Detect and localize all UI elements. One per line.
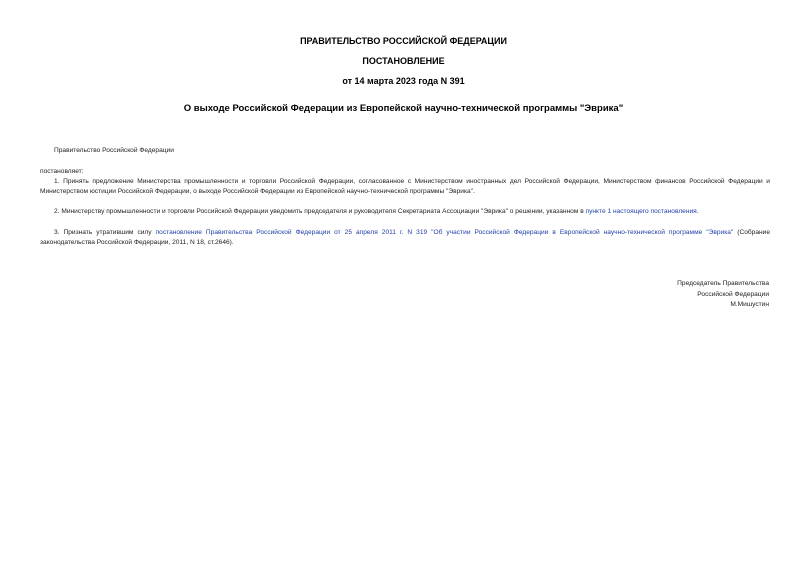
document-title: О выходе Российской Федерации из Европейской научно-технической программы "Эврика" bbox=[183, 103, 624, 114]
paragraph-1-reference-link[interactable]: пункте 1 настоящего постановления bbox=[585, 208, 697, 215]
preamble: Правительство Российской Федерации bbox=[54, 147, 174, 154]
document-type: ПОСТАНОВЛЕНИЕ bbox=[362, 56, 445, 66]
signature-organization: Российской Федерации bbox=[697, 291, 769, 298]
paragraph-2-text: 2. Министерству промышленности и торговли Российской Федерации уведомить председателя и руководителя Секретариата Ассоциации "Эврика" о решении, указанном в bbox=[54, 208, 586, 215]
paragraph-2-end: . bbox=[696, 208, 699, 215]
resolution-319-link[interactable]: постановление Правительства Российской Федерации от 25 апреля 2011 г. N 319 "Об участии Российской Федерации в Европейской научно-технической программе "Эврика" bbox=[155, 229, 734, 236]
paragraph-3 bbox=[40, 228, 770, 248]
issuing-authority: ПРАВИТЕЛЬСТВО РОССИЙСКОЙ ФЕДЕРАЦИИ bbox=[300, 36, 507, 46]
paragraph-1: 1. Принять предложение Министерства промышленности и торговли Российской Федерации, согласованное с Министерством иностранных дел Российской Федерации, Министерством финансов Российской Федерации и Министерством юстиции Российской Федерации, о выходе Российской Федерации из Европейской научно-технической программы "Эврика". bbox=[40, 178, 770, 195]
paragraph-3-text: 3. Признать утратившим силу bbox=[54, 229, 156, 236]
paragraph-3-end: (Собрание законодательства Российской Федерации, 2011, N 18, ст.2646). bbox=[40, 229, 770, 246]
signature-name: М.Мишустин bbox=[730, 301, 769, 308]
signature-position: Председатель Правительства bbox=[677, 280, 769, 287]
document-date-number: от 14 марта 2023 года N 391 bbox=[342, 76, 465, 86]
paragraph-2 bbox=[54, 207, 770, 217]
decrees-word: постановляет: bbox=[40, 168, 84, 175]
